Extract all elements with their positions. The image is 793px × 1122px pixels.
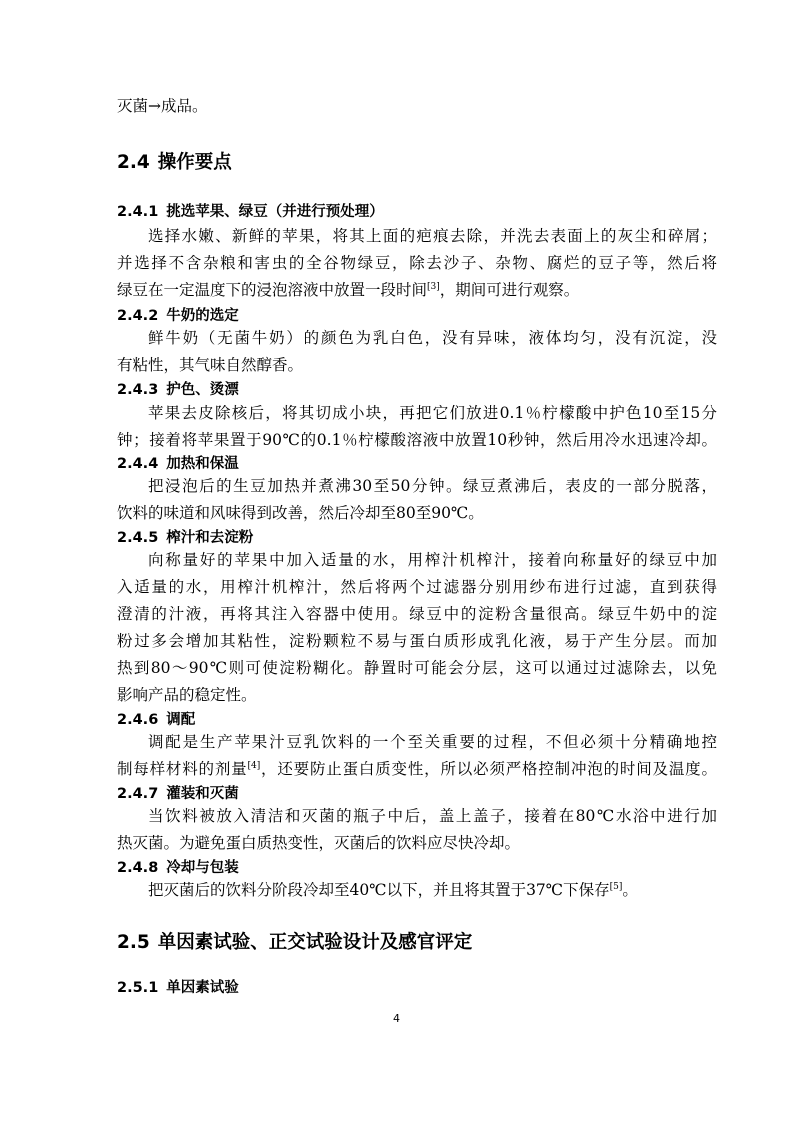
paragraph-line [117, 280, 717, 300]
subsection-number: 2.4.2 [117, 308, 159, 324]
paragraph-line: 把浸泡后的生豆加热并煮沸30至50分钟。绿豆煮沸后，表皮的一部分脱落， [148, 477, 717, 495]
subsection-heading-2-4-6 [117, 708, 195, 729]
paragraph-line: 澄清的汁液，再将其注入容器中使用。绿豆中的淀粉含量很高。绿豆牛奶中的淀 [117, 605, 717, 623]
intro-line: 灭菌→成品。 [117, 97, 208, 115]
page-number: 4 [393, 1012, 400, 1025]
text-run: ，还要防止蛋白质变性，所以必须严格控制冲泡的时间及温度。 [260, 760, 717, 778]
paragraph-line: 选择水嫩、新鲜的苹果，将其上面的疤痕去除，并洗去表面上的灰尘和碎屑； [148, 227, 717, 245]
text-run: 绿豆在一定温度下的浸泡溶液中放置一段时间 [117, 281, 428, 299]
subsection-title: 护色、烫漂 [166, 382, 239, 398]
subsection-heading-2-4-5 [117, 526, 253, 547]
subsection-heading-2-5-1 [117, 976, 239, 997]
paragraph-line: 粉过多会增加其粘性，淀粉颗粒不易与蛋白质形成乳化液，易于产生分层。而加 [117, 632, 717, 650]
subsection-title: 灌装和灭菌 [166, 786, 239, 802]
paragraph-line: 影响产品的稳定性。 [117, 686, 257, 704]
subsection-title: 单因素试验 [166, 980, 239, 996]
subsection-heading-2-4-7 [117, 782, 239, 803]
subsection-number: 2.4.1 [117, 204, 159, 220]
subsection-number: 2.5.1 [117, 980, 159, 996]
subsection-heading-2-4-3 [117, 378, 239, 399]
paragraph-line [117, 759, 717, 779]
text-run: 把灭菌后的饮料分阶段冷却至40℃以下，并且将其置于37℃下保存 [148, 881, 610, 899]
section-title: 操作要点 [157, 152, 232, 173]
paragraph-line: 有粘性，其气味自然醇香。 [117, 356, 304, 374]
text-run: 。 [622, 881, 638, 899]
subsection-number: 2.4.3 [117, 382, 159, 398]
paragraph-line: 钟；接着将苹果置于90℃的0.1％柠檬酸溶液中放置10秒钟，然后用冷水迅速冷却。 [117, 431, 717, 449]
paragraph-line: 鲜牛奶（无菌牛奶）的颜色为乳白色，没有异味，液体均匀，没有沉淀，没 [148, 329, 717, 347]
subsection-number: 2.4.8 [117, 860, 159, 876]
paragraph-line: 饮料的味道和风味得到改善，然后冷却至80至90℃。 [117, 504, 484, 522]
paragraph-line: 热到80～90℃则可使淀粉糊化。静置时可能会分层，这可以通过过滤除去，以免 [117, 659, 717, 677]
text-run: 制每样材料的剂量 [117, 760, 248, 778]
text-run: ，期间可进行观察。 [439, 281, 580, 299]
paragraph-line: 当饮料被放入清洁和灭菌的瓶子中后，盖上盖子，接着在80℃水浴中进行加 [148, 807, 717, 825]
citation-ref: [4] [247, 760, 261, 771]
subsection-number: 2.4.5 [117, 530, 159, 546]
citation-ref: [5] [609, 881, 623, 892]
paragraph-line: 向称量好的苹果中加入适量的水，用榨汁机榨汁，接着向称量好的绿豆中加 [148, 551, 717, 569]
section-number: 2.5 [117, 932, 150, 953]
paragraph-line: 调配是生产苹果汁豆乳饮料的一个至关重要的过程，不但必须十分精确地控 [148, 733, 717, 751]
citation-ref: [3] [427, 281, 440, 292]
section-number: 2.4 [117, 152, 150, 173]
paragraph-line [148, 880, 717, 900]
subsection-number: 2.4.7 [117, 786, 159, 802]
subsection-heading-2-4-4 [117, 452, 239, 473]
subsection-title: 挑选苹果、绿豆（并进行预处理） [166, 204, 384, 220]
section-title: 单因素试验、正交试验设计及感官评定 [157, 932, 473, 953]
subsection-heading-2-4-8 [117, 856, 239, 877]
subsection-title: 冷却与包装 [166, 860, 239, 876]
paragraph-line: 入适量的水，用榨汁机榨汁，然后将两个过滤器分别用纱布进行过滤，直到获得 [117, 578, 717, 596]
paragraph-line: 苹果去皮除核后，将其切成小块，再把它们放进0.1％柠檬酸中护色10至15分 [148, 404, 717, 422]
section-heading-2-5 [117, 928, 472, 954]
subsection-title: 榨汁和去淀粉 [166, 530, 254, 546]
subsection-title: 加热和保温 [166, 456, 239, 472]
paragraph-line: 热灭菌。为避免蛋白质热变性，灭菌后的饮料应尽快冷却。 [117, 834, 521, 852]
subsection-title: 牛奶的选定 [166, 308, 239, 324]
subsection-number: 2.4.6 [117, 712, 159, 728]
subsection-number: 2.4.4 [117, 456, 159, 472]
section-heading-2-4 [117, 148, 232, 174]
paragraph-line: 并选择不含杂粮和害虫的全谷物绿豆，除去沙子、杂物、腐烂的豆子等，然后将 [117, 254, 717, 272]
subsection-title: 调配 [166, 712, 196, 728]
subsection-heading-2-4-2 [117, 304, 239, 325]
subsection-heading-2-4-1 [117, 200, 384, 221]
